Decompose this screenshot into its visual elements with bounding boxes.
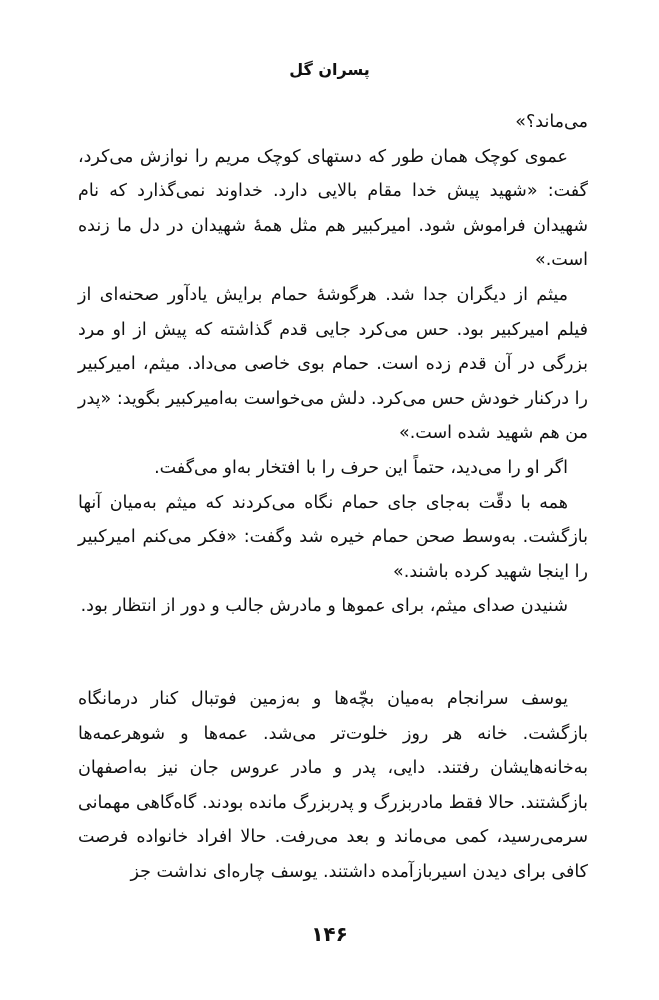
paragraph: همه با دقّت به‌جای جای حمام نگاه می‌کردند که میثم به‌میان آنها بازگشت. به‌وسط صحن حمام خیره شد وگفت: «فکر می‌کنم امیرکبیر را اینجا شهید کرده باشند.» bbox=[78, 492, 588, 582]
running-title: پسران گل bbox=[289, 60, 370, 79]
text-section-2 bbox=[78, 682, 588, 890]
paragraph: می‌ماند؟» bbox=[515, 112, 588, 132]
paragraph: میثم از دیگران جدا شد. هرگوشهٔ حمام برایش یادآور صحنه‌ای از فیلم امیرکبیر بود. حس می‌کرد جایی قدم گذاشته که پیش از او مرد بزرگی در آن قدم زده است. حمام بوی خاصی می‌داد. میثم، امیرکبیر را درکنار خودش حس می‌کرد. دلش می‌خواست به‌امیرکبیر بگوید: «پدر من هم شهید شده است.» bbox=[78, 284, 588, 444]
text-section-1 bbox=[78, 105, 588, 624]
paragraph: یوسف سرانجام به‌میان بچّه‌ها و به‌زمین فوتبال کنار درمانگاه بازگشت. خانه هر روز خلوت‌تر می‌شد. عمه‌ها و شوهرعمه‌ها به‌خانه‌هایشان رفتند. دایی، پدر و مادر عروس جان نیز به‌اصفهان بازگشتند. حالا فقط مادربزرگ و پدربزرگ مانده بودند. گاه‌گاهی مهمانی سرمی‌رسید، کمی می‌ماند و بعد می‌رفت. حالا افراد خانواده فرصت کافی برای دیدن اسیربازآمده داشتند. یوسف چاره‌ای نداشت جز bbox=[78, 689, 588, 882]
paragraph: عموی کوچک همان طور که دستهای کوچک مریم را نوازش می‌کرد، گفت: «شهید پیش خدا مقام بالایی دارد. خداوند نمی‌گذارد که نام شهیدان فراموش شود. امیرکبیر هم مثل همهٔ شهیدان در دل ما زنده است.» bbox=[78, 146, 588, 271]
page-number: ۱۴۶ bbox=[311, 922, 348, 946]
paragraph: اگر او را می‌دید، حتماً این حرف را با افتخار به‌او می‌گفت. bbox=[154, 457, 568, 478]
paragraph: شنیدن صدای میثم، برای عموها و مادرش جالب و دور از انتظار بود. bbox=[80, 596, 568, 617]
